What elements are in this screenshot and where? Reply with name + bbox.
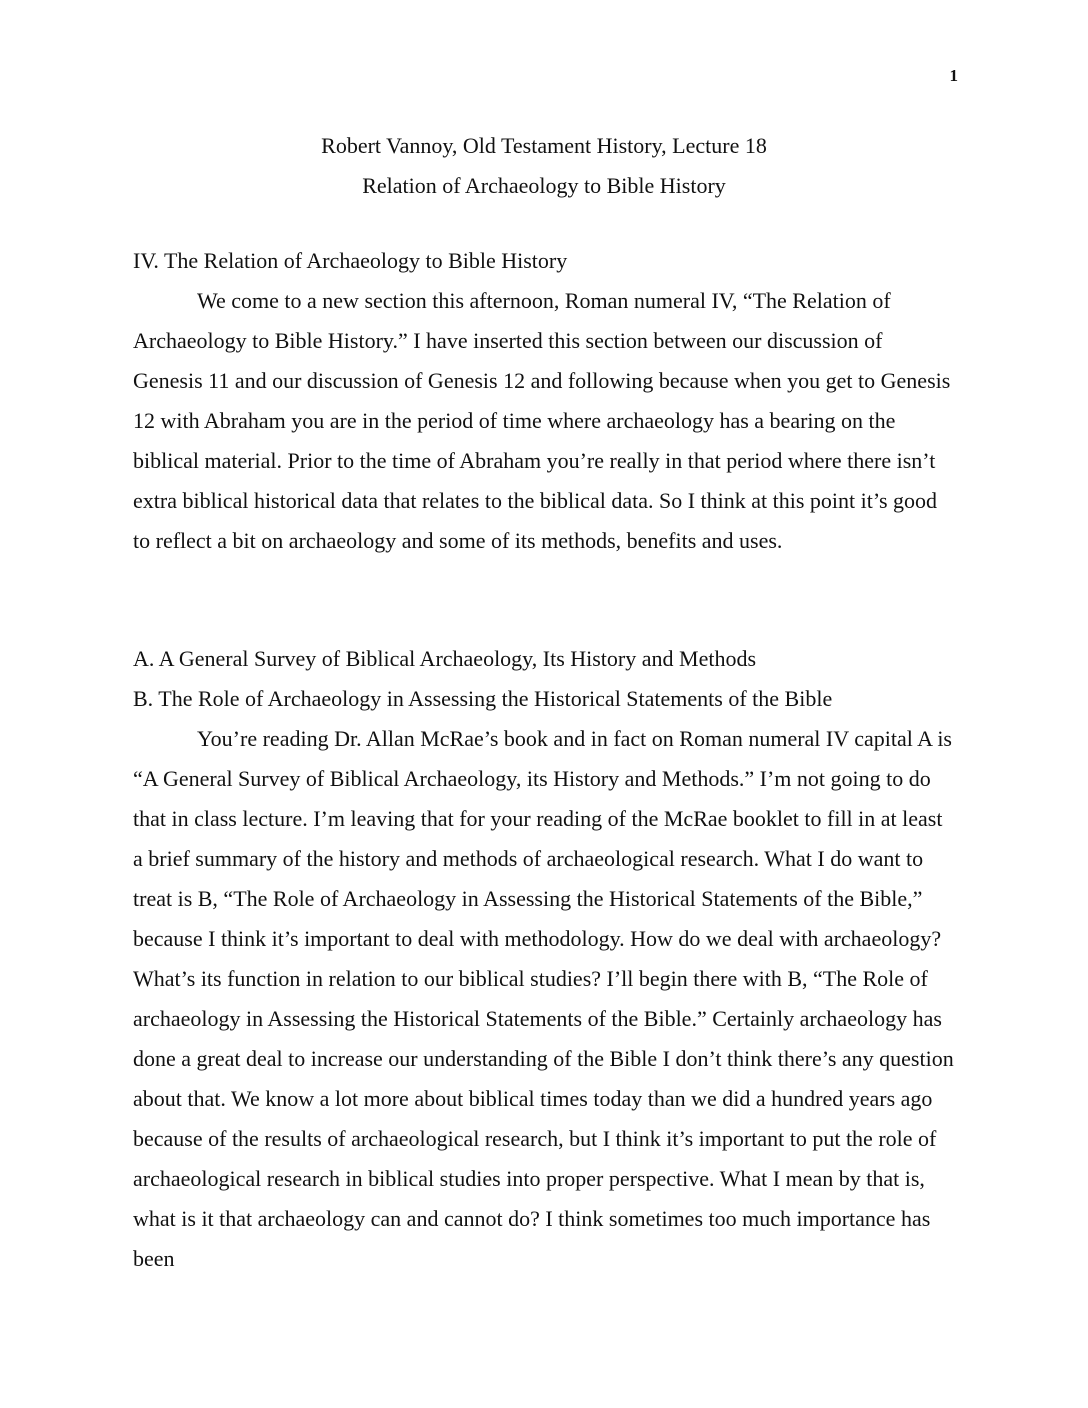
section-iv [133,241,957,561]
page-number: 1 [949,66,958,85]
heading-a: A. A General Survey of Biblical Archaeology, Its History and Methods [133,646,757,671]
document-title: Robert Vannoy, Old Testament History, Lecture 18 [321,133,767,158]
document-subtitle: Relation of Archaeology to Bible History [362,173,726,198]
title-block [0,126,1088,206]
subsections-a-b [133,639,957,1279]
heading-b: B. The Role of Archaeology in Assessing the Historical Statements of the Bible [133,686,833,711]
paragraph-intro: We come to a new section this afternoon, Roman numeral IV, “The Relation of Archaeology to Bible History.” I have inserted this section between our discussion of Genesis 11 and our discussion of Genesis 12 and following because when you get to Genesis 12 with Abraham you are in the period of time where archaeology has a bearing on the biblical material. Prior to the time of Abraham you’re really in that period where there isn’t extra biblical historical data that relates to the biblical data. So I think at this point it’s good to reflect a bit on archaeology and some of its methods, benefits and uses. [133,288,951,553]
paragraph-role-of-archaeology: You’re reading Dr. Allan McRae’s book and in fact on Roman numeral IV capital A is “A General Survey of Biblical Archaeology, its History and Methods.” I’m not going to do that in class lecture. I’m leaving that for your reading of the McRae booklet to fill in at least a brief summary of the history and methods of archaeological research. What I do want to treat is B, “The Role of Archaeology in Assessing the Historical Statements of the Bible,” because I think it’s important to deal with methodology. How do we deal with archaeology? What’s its function in relation to our biblical studies? I’ll begin there with B, “The Role of archaeology in Assessing the Historical Statements of the Bible.” Certainly archaeology has done a great deal to increase our understanding of the Bible I don’t think there’s any question about that. We know a lot more about biblical times today than we did a hundred years ago because of the results of archaeological research, but I think it’s important to put the role of archaeological research in biblical studies into proper perspective. What I mean by that is, what is it that archaeology can and cannot do? I think sometimes too much importance has been [133,726,954,1271]
heading-iv: IV. The Relation of Archaeology to Bible History [133,248,568,273]
